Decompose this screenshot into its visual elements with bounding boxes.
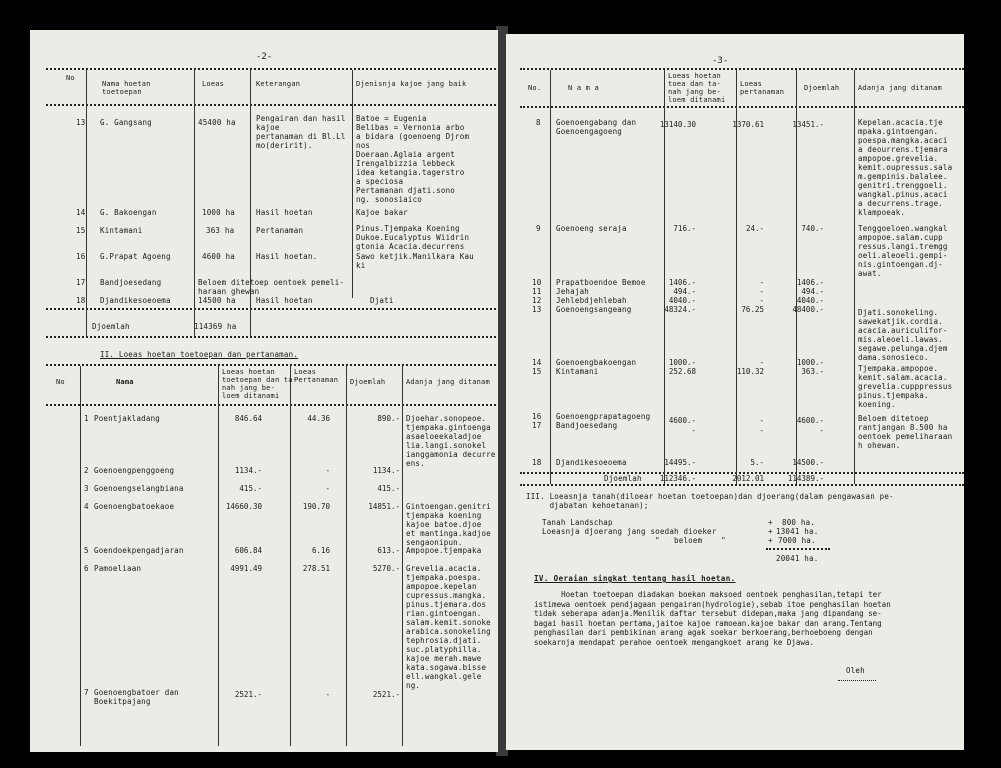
row-pert: - bbox=[759, 358, 764, 367]
t2-row-no: 4 bbox=[84, 502, 89, 511]
t1-row-keterangan: Hasil hoetan. bbox=[256, 252, 318, 261]
row-nama: Jehajah bbox=[556, 287, 590, 296]
t2-row-djoemlah: 415.- bbox=[377, 484, 400, 493]
row-djoemlah: 14500.- bbox=[792, 458, 824, 467]
t2-row-djoemlah: 2521.- bbox=[372, 690, 400, 699]
t2-row-no: 2 bbox=[84, 466, 89, 475]
table1-col-line bbox=[250, 70, 251, 336]
row-loeas: 1000.- bbox=[668, 358, 696, 367]
row-no: 11 bbox=[532, 287, 542, 296]
row-loeas: 14495.- bbox=[664, 458, 696, 467]
col-header-no: No. bbox=[528, 84, 542, 92]
t1-row-loeas: 4600 ha bbox=[202, 252, 236, 261]
table2-col-line bbox=[402, 366, 403, 746]
col-header-no: No bbox=[66, 74, 75, 82]
page-number: -3- bbox=[712, 56, 729, 66]
row-no: 13 bbox=[532, 305, 542, 314]
row-pert: - bbox=[759, 278, 764, 287]
table-col-line bbox=[854, 70, 855, 484]
table1-col-line bbox=[86, 70, 87, 336]
section3-line2: Loeasnja djoerang jang soedah dioeker bbox=[542, 527, 717, 536]
t2-row-adanja: Gintoengan.genitri tjempaka koening kajoe batoe.djoe et mantinga.kadjoe sengaonipun. bbox=[406, 502, 491, 547]
t1-row-no: 13 bbox=[76, 118, 86, 127]
table1-end-rule bbox=[46, 308, 496, 310]
signature-label: Oleh bbox=[846, 666, 865, 675]
page-number: -2- bbox=[256, 52, 273, 62]
row-loeas: 494.- bbox=[673, 287, 696, 296]
t2-row-djoemlah: 1134.- bbox=[372, 466, 400, 475]
sum-rule bbox=[766, 548, 830, 550]
t2-header-nama: Nama bbox=[116, 378, 134, 386]
row-nama: Kintamani bbox=[556, 367, 599, 376]
table1-total-rule bbox=[46, 336, 496, 338]
plus-sign: + bbox=[768, 527, 773, 536]
row-loeas: - bbox=[691, 426, 696, 435]
row-nama: Prapatboendoe Bemoe bbox=[556, 278, 646, 287]
t1-row-loeas: 363 ha bbox=[206, 226, 235, 235]
t1-row-jenis: Kajoe bakar bbox=[356, 208, 408, 217]
row-no: 17 bbox=[532, 421, 542, 430]
row-djoemlah: 363.- bbox=[801, 367, 824, 376]
t1-total-value: 114369 ha bbox=[194, 322, 237, 331]
row-adanja: Kepelan.acacia.tje mpaka.gintoengan. poespa.mangka.acaci a deourrens.tjemara ampopoe.grevelia. kemit.oupressus.sala m.gempinis.balalee. genitri.trenggoeli. wangkal.pinus.acaci a decurrens.trage. klampoeak. bbox=[858, 118, 953, 217]
t1-row-loeas: 14500 ha bbox=[198, 296, 236, 305]
row-djoemlah: 13451.- bbox=[792, 120, 824, 129]
t2-row-loeas: 14660.30 bbox=[225, 502, 262, 511]
t1-row-jenis: Pinus.Tjempaka Koening Dukoe.Eucalyptus Wiidrin gtonia Acacia.decurrens bbox=[356, 224, 470, 251]
col-header-loeas: Loeas bbox=[202, 80, 225, 88]
t2-row-pert: - bbox=[325, 466, 330, 475]
t1-row-loeas: 45400 ha bbox=[198, 118, 236, 127]
t2-row-loeas: 4991.49 bbox=[230, 564, 262, 573]
row-djoemlah: 740.- bbox=[801, 224, 824, 233]
col-header-adanja: Adanja jang ditanam bbox=[858, 84, 942, 92]
t1-row-loeas: 1000 ha bbox=[202, 208, 236, 217]
signature-rule bbox=[838, 680, 876, 681]
row-nama: Bandjoesedang bbox=[556, 421, 618, 430]
t2-row-no: 1 bbox=[84, 414, 89, 423]
plus-sign: + bbox=[768, 518, 773, 527]
left-page bbox=[30, 30, 498, 752]
t2-row-no: 7 bbox=[84, 688, 89, 697]
row-pert: - bbox=[759, 287, 764, 296]
row-djoemlah: 4600.- bbox=[796, 416, 824, 425]
t2-header-loeas-hoetan: Loeas hoetan toetoepan dan ta- nah jang be- loem ditanami bbox=[222, 368, 298, 400]
table2-col-line bbox=[346, 366, 347, 746]
t2-row-nama: Poentjakladang bbox=[94, 414, 161, 423]
row-loeas: 252.68 bbox=[668, 367, 696, 376]
t2-row-loeas: 2521.- bbox=[234, 690, 262, 699]
col-header-loeas-pertanaman: Loeas pertanaman bbox=[740, 80, 785, 96]
t1-row-keterangan: Hasil hoetan bbox=[256, 208, 313, 217]
row-loeas: 4040.- bbox=[668, 296, 696, 305]
t2-row-pert: 278.51 bbox=[302, 564, 330, 573]
row-adanja: Beloem ditetoep rantjangan 8.500 ha oentoek pemeliharaan h ohewan. bbox=[858, 414, 953, 450]
row-djoemlah: 494.- bbox=[801, 287, 824, 296]
row-nama: Goenoengsangeang bbox=[556, 305, 632, 314]
t2-row-nama: Goenoengselangbiana bbox=[94, 484, 184, 493]
total-djoemlah: 114389.- bbox=[787, 474, 824, 483]
t1-row-jenis: Sawo ketjik.Manilkara Kau ki bbox=[356, 252, 474, 270]
t2-row-loeas: 1134.- bbox=[234, 466, 262, 475]
t2-row-pert: - bbox=[325, 484, 330, 493]
section2-title: II. Loeas hoetan toetoepan dan pertanaman. bbox=[100, 350, 299, 359]
t2-header-djoemlah: Djoemlah bbox=[350, 378, 386, 386]
t2-row-djoemlah: 5270.- bbox=[372, 564, 400, 573]
row-no: 14 bbox=[532, 358, 542, 367]
row-djoemlah: 4040.- bbox=[796, 296, 824, 305]
row-no: 9 bbox=[536, 224, 541, 233]
row-pert: 24.- bbox=[745, 224, 764, 233]
table-header-rule bbox=[520, 106, 964, 108]
t2-row-loeas: 846.64 bbox=[234, 414, 262, 423]
row-djoemlah: 48400.- bbox=[792, 305, 824, 314]
t1-row-no: 18 bbox=[76, 296, 86, 305]
row-pert: - bbox=[759, 426, 764, 435]
row-djoemlah: - bbox=[819, 426, 824, 435]
table-col-line bbox=[736, 70, 737, 484]
row-pert: 110.32 bbox=[736, 367, 764, 376]
t2-row-pert: 44.36 bbox=[307, 414, 330, 423]
total-label: Djoemlah bbox=[604, 474, 642, 483]
row-no: 12 bbox=[532, 296, 542, 305]
row-loeas: 13140.30 bbox=[659, 120, 696, 129]
row-loeas: 716.- bbox=[673, 224, 696, 233]
t2-row-loeas: 606.84 bbox=[234, 546, 262, 555]
row-djoemlah: 1000.- bbox=[796, 358, 824, 367]
section4-paragraph: Hoetan toetoepan diadakan boekan maksoed oentoek penghasilan,tetapi ter istimewa oentoek pendjagaan pengairan(hydrologie),sebab itoe penghasilan hoetan tidak seberapa adanja.Menilik daftar tersebut didepan,maka jang dipandang se- bagai hasil hoetan pertama,jaitoe kajoe ramoean.kajoe bakar dan arang.Tentang penghasilan dari pembikinan arang agak soekar berkoerang,berhoeboeng dengan soekarnja mendapat perahoe oentoek mengangkoet arang ke Djawa. bbox=[534, 590, 891, 647]
section3-sum: 20041 ha. bbox=[776, 554, 819, 563]
t1-row-no: 15 bbox=[76, 226, 86, 235]
row-loeas: 4600.- bbox=[668, 416, 696, 425]
col-header-djoemlah: Djoemlah bbox=[804, 84, 840, 92]
t2-row-adanja: Djoehar.sonopeoe. tjempaka.gintoenga asaeloeekaladjoe lia.langi.sonokel ianggamonia decurre ens. bbox=[406, 414, 496, 468]
total-loeas: 112346.- bbox=[659, 474, 696, 483]
section3-value1: 800 ha. bbox=[782, 518, 816, 527]
t2-row-nama: Pamoeliaan bbox=[94, 564, 142, 573]
t2-row-no: 5 bbox=[84, 546, 89, 555]
row-loeas: 48324.- bbox=[664, 305, 696, 314]
t1-row-nama: Kintamani bbox=[100, 226, 143, 235]
t1-row-no: 17 bbox=[76, 278, 86, 287]
table-total-rule bbox=[520, 484, 964, 486]
t2-row-loeas: 415.- bbox=[239, 484, 262, 493]
table1-col-line bbox=[194, 70, 195, 336]
row-pert: 5.- bbox=[750, 458, 764, 467]
t2-row-nama: Goenoengpenggoeng bbox=[94, 466, 175, 475]
row-no: 10 bbox=[532, 278, 542, 287]
table-col-line bbox=[664, 70, 665, 484]
t1-total-label: Djoemlah bbox=[92, 322, 130, 331]
table-col-line bbox=[550, 70, 551, 484]
col-header-jenis: Djenisnja kajoe jang baik bbox=[356, 80, 467, 88]
t1-row-nama: G.Prapat Agoeng bbox=[100, 252, 171, 261]
col-header-loeas-hoetan: Loeas hoetan toea dan ta- nah jang be- loem ditanami bbox=[668, 72, 726, 104]
t1-row-keterangan: Pengairan dan hasil kajoe pertanaman di Bl.Ll mo(deririt). bbox=[256, 114, 346, 150]
table1-top-rule bbox=[46, 68, 496, 70]
t2-row-no: 6 bbox=[84, 564, 89, 573]
t2-header-loeas-pertanaman: Loeas Pertanaman bbox=[294, 368, 339, 384]
right-page bbox=[506, 34, 964, 750]
table2-top-rule bbox=[46, 364, 496, 366]
row-nama: Djandikesoeoema bbox=[556, 458, 627, 467]
row-adanja: Tjempaka.ampopoe. kemit.salam.acacia. grevelia.cupppressus pinus.tjempaka. koening. bbox=[858, 364, 953, 409]
t1-row-no: 16 bbox=[76, 252, 86, 261]
t1-row-nama: Bandjoesedang bbox=[100, 278, 162, 287]
t2-row-pert: 6.16 bbox=[311, 546, 330, 555]
row-pert: - bbox=[759, 416, 764, 425]
t1-row-keterangan: Beloem ditetoep oentoek pemeli- haraan ghewan bbox=[198, 278, 345, 296]
table1-col-line bbox=[352, 70, 353, 298]
row-pert: 76.25 bbox=[741, 305, 764, 314]
t2-row-nama: Goenoengbatoekaoe bbox=[94, 502, 175, 511]
row-no: 18 bbox=[532, 458, 542, 467]
t1-row-keterangan: Pertanaman bbox=[256, 226, 304, 235]
row-adanja: Tenggoeloen.wangkal ampopoe.salam.cupp ressus.langi.tremgg oeli.aleoeli.gempi- nis.gintoengan.dj- awat. bbox=[858, 224, 948, 278]
total-pert: 2012.01 bbox=[732, 474, 764, 483]
t2-header-no: No bbox=[56, 378, 65, 386]
table2-col-line bbox=[290, 366, 291, 746]
row-djoemlah: 1406.- bbox=[796, 278, 824, 287]
row-no: 16 bbox=[532, 412, 542, 421]
t2-row-nama: Goenoengbatoer dan Boekitpajang bbox=[94, 688, 179, 706]
row-no: 15 bbox=[532, 367, 542, 376]
row-loeas: 1406.- bbox=[668, 278, 696, 287]
t2-row-djoemlah: 890.- bbox=[377, 414, 400, 423]
t2-row-pert: - bbox=[325, 690, 330, 699]
row-adanja: Djati.sonokeling. sawekatjik.cordia. acacia.auriculifor- mis.aleoeli.lawas. segawe.pelunga.djem dama.sonosieco. bbox=[858, 308, 948, 362]
table-top-rule bbox=[520, 68, 964, 70]
row-nama: Goenoengbakoengan bbox=[556, 358, 637, 367]
t2-row-no: 3 bbox=[84, 484, 89, 493]
section3-line3: " beloem " bbox=[542, 536, 726, 545]
t1-row-jenis: Djati bbox=[370, 296, 394, 305]
t1-row-jenis: Batoe = Eugenia Belibas = Vernonia arbo a bidara (goenoeng Djrom nos Doeraan.Aglaia argent Irengalbizzia lebbeck idea ketangia.tagerstro a speciosa Pertamanan djati.sono ng. sonosiaico bbox=[356, 114, 470, 204]
t2-row-adanja: Ampopoe.tjempaka bbox=[406, 546, 482, 555]
row-nama: Goenoeng seraja bbox=[556, 224, 627, 233]
table2-col-line bbox=[218, 366, 219, 746]
t2-row-adanja: Grevelia.acacia. tjempaka.poespa. ampopoe.kepelan cupressus.mangka. pinus.tjemara.dos rian.gintoengan. salam.kemit.sonoke arabica.sonokeling tephrosia.djati. suc.platyphilla. kajoe merah.mawe kata.sogawa.bisse ell.wangkal.gele ng. bbox=[406, 564, 491, 690]
t2-row-djoemlah: 14851.- bbox=[368, 502, 400, 511]
section3-line1: Tanah Landschap bbox=[542, 518, 613, 527]
table2-col-line bbox=[80, 366, 81, 746]
row-nama: Goenoengabang dan Goenoengagoeng bbox=[556, 118, 637, 136]
section3-value2: 13041 ha. bbox=[776, 527, 819, 536]
t1-row-no: 14 bbox=[76, 208, 86, 217]
section3-value3: 7000 ha. bbox=[778, 536, 816, 545]
col-header-nama: N a m a bbox=[568, 84, 599, 92]
row-pert: 1370.61 bbox=[732, 120, 764, 129]
t2-header-adanja: Adanja jang ditanam bbox=[406, 378, 490, 386]
t2-row-djoemlah: 613.- bbox=[377, 546, 400, 555]
t2-row-nama: Goendoekpengadjaran bbox=[94, 546, 184, 555]
t1-row-nama: G. Bakoengan bbox=[100, 208, 157, 217]
plus-sign: + bbox=[768, 536, 773, 545]
t1-row-nama: G. Gangsang bbox=[100, 118, 152, 127]
table1-header-rule bbox=[46, 104, 496, 106]
col-header-nama: Nama hoetan toetoepan bbox=[102, 80, 151, 96]
t1-row-nama: Djandikesoeoema bbox=[100, 296, 171, 305]
row-no: 8 bbox=[536, 118, 541, 127]
row-pert: - bbox=[759, 296, 764, 305]
row-nama: Goenoengprapatagoeng bbox=[556, 412, 651, 421]
t2-row-pert: 190.70 bbox=[302, 502, 330, 511]
col-header-keterangan: Keterangan bbox=[256, 80, 301, 88]
row-nama: Jehlebdjehlebah bbox=[556, 296, 627, 305]
section4-title: IV. Oeraian singkat tentang hasil hoetan. bbox=[534, 574, 736, 583]
section3-title: III. Loeasnja tanah(diloear hoetan toetoepan)dan djoerang(dalam pengawasan pe- djabatan kehoetanan); bbox=[526, 492, 894, 510]
t1-row-keterangan: Hasil hoetan bbox=[256, 296, 313, 305]
table2-header-rule bbox=[46, 404, 496, 406]
